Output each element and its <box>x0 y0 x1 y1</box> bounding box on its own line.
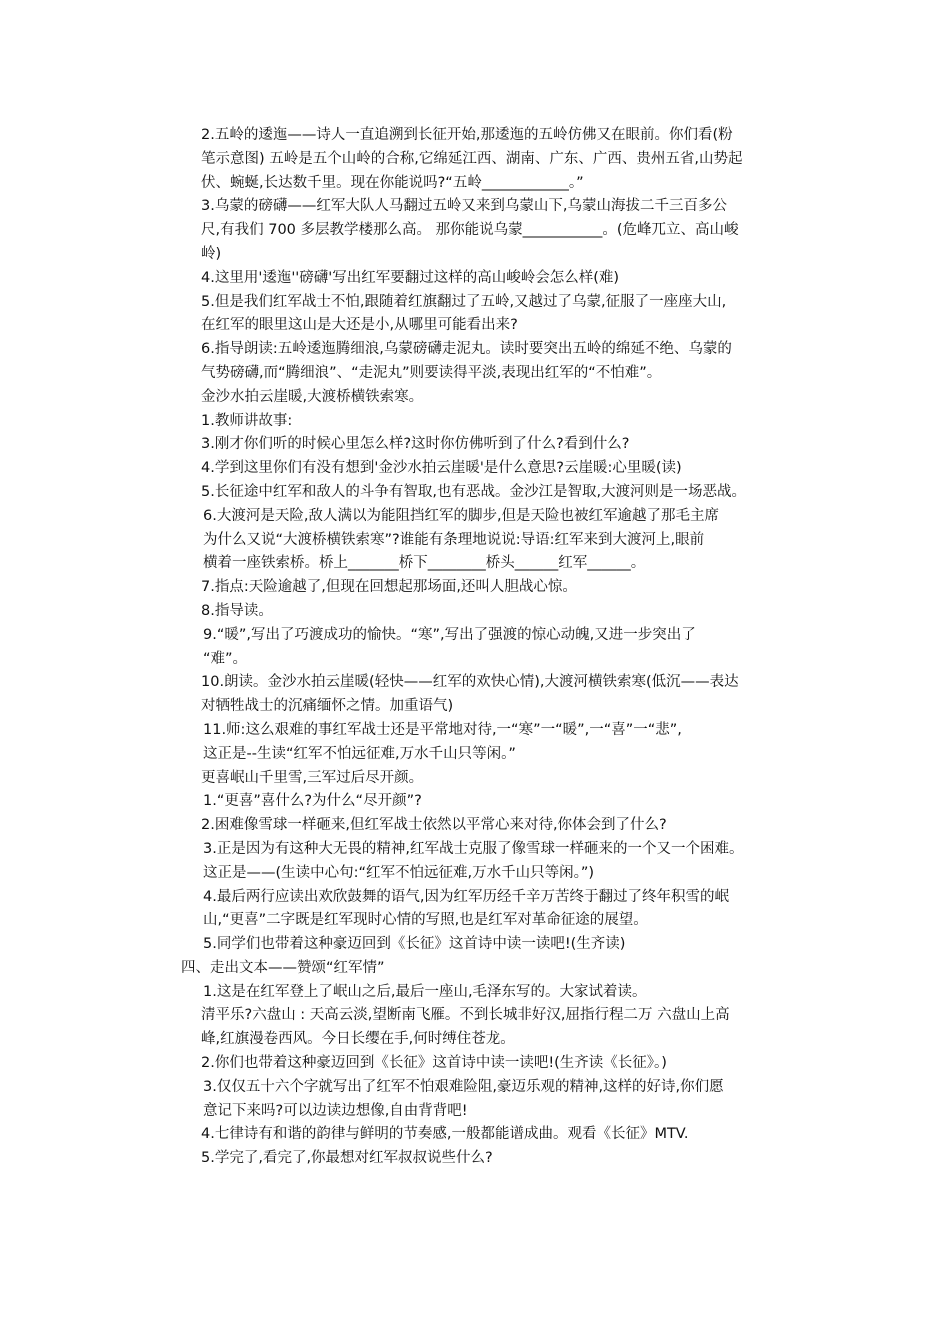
text-line: 山,“更喜”二字既是红军现时心情的写照,也是红军对革命征途的展望。 <box>203 912 648 929</box>
paragraph <box>201 267 803 291</box>
paragraph <box>203 719 803 767</box>
paragraph <box>201 386 803 410</box>
text-line: 气势磅礴,而“腾细浪”、“走泥丸”则要读得平淡,表现出红军的“不怕难”。 <box>201 364 662 381</box>
text-line: 5.长征途中红军和敌人的斗争有智取,也有恶战。金沙江是智取,大渡河则是一场恶战。 <box>201 483 747 500</box>
paragraph <box>201 600 803 624</box>
text-line: 3.正是因为有这种大无畏的精神,红军战士克服了像雪球一样砸来的一个又一个困难。 <box>203 840 744 857</box>
paragraph <box>203 981 803 1005</box>
paragraph <box>201 124 803 195</box>
paragraph <box>203 505 803 576</box>
text-line: 7.指点:天险逾越了,但现在回想起那场面,还叫人胆战心惊。 <box>201 579 577 596</box>
paragraph <box>201 457 803 481</box>
paragraph <box>201 433 803 457</box>
text-line: 5.学完了,看完了,你最想对红军叔叔说些什么? <box>201 1150 493 1167</box>
text-line: 岭) <box>201 245 222 262</box>
text-line: 对牺牲战士的沉痛缅怀之情。加重语气) <box>201 698 454 715</box>
text-line: 8.指导读。 <box>201 602 273 619</box>
paragraph <box>203 838 803 886</box>
text-line: 5.但是我们红军战士不怕,跟随着红旗翻过了五岭,又越过了乌蒙,征服了一座座大山, <box>201 293 727 310</box>
text-line: 6.指导朗读:五岭逶迤腾细浪,乌蒙磅礴走泥丸。读时要突出五岭的绵延不绝、乌蒙的 <box>201 341 732 358</box>
paragraph <box>201 195 803 266</box>
text-line: 5.同学们也带着这种豪迈回到《长征》这首诗中读一读吧!(生齐读) <box>203 936 626 953</box>
paragraph <box>203 624 803 672</box>
paragraph <box>201 1147 803 1171</box>
text-line: 金沙水拍云崖暖,大渡桥横铁索寒。 <box>201 388 424 405</box>
text-line: 为什么又说“大渡桥横铁索寒”?谁能有条理地说说:导语:红军来到大渡河上,眼前 <box>203 531 705 548</box>
text-line: 峰,红旗漫卷西风。今日长缨在手,何时缚住苍龙。 <box>201 1031 515 1048</box>
paragraph <box>203 790 803 814</box>
text-line: 清平乐?六盘山 : 天高云淡,望断南飞雁。不到长城非好汉,屈指行程二万 六盘山上高 <box>201 1007 730 1024</box>
paragraph <box>201 291 803 339</box>
text-line: 2.困难像雪球一样砸来,但红军战士依然以平常心来对待,你体会到了什么? <box>201 817 667 834</box>
text-line: 6.大渡河是天险,敌人满以为能阻挡红军的脚步,但是天险也被红军逾越了那毛主席 <box>203 507 720 524</box>
text-line: “难”。 <box>203 650 248 667</box>
text-line: 1.教师讲故事: <box>201 412 293 429</box>
paragraph <box>201 1004 803 1052</box>
text-line: 4.这里用'逶迤''磅礴'写出红军要翻过这样的高山峻岭会怎么样(难) <box>201 269 620 286</box>
paragraph <box>201 814 803 838</box>
text-line: 3.乌蒙的磅礴——红军大队人马翻过五岭又来到乌蒙山下,乌蒙山海拔二千三百多公 <box>201 198 727 215</box>
text-line: 1.这是在红军登上了岷山之后,最后一座山,毛泽东写的。大家试着读。 <box>203 983 647 1000</box>
paragraph <box>181 957 803 981</box>
paragraph <box>201 481 803 505</box>
paragraph <box>203 886 803 934</box>
text-line: 3.仅仅五十六个字就写出了红军不怕艰难险阻,豪迈乐观的精神,这样的好诗,你们愿 <box>203 1078 724 1095</box>
text-line: 四、走出文本——赞颂“红军情” <box>181 959 385 976</box>
text-line: 4.学到这里你们有没有想到'金沙水拍云崖暖'是什么意思?云崖暖:心里暖(读) <box>201 460 682 477</box>
text-line: 2.你们也带着这种豪迈回到《长征》这首诗中读一读吧!(生齐读《长征》。) <box>201 1055 667 1072</box>
text-line: 更喜岷山千里雪,三军过后尽开颜。 <box>201 769 424 786</box>
paragraph <box>201 338 803 386</box>
text-line: 这正是--生读“红军不怕远征难,万水千山只等闲。” <box>203 745 516 762</box>
text-line: 11.师:这么艰难的事红军战士还是平常地对待,一“寒”一“暖”,一“喜”一“悲”, <box>203 721 682 738</box>
text-line: 横着一座铁索桥。桥上_______桥下________桥头______红军______。 <box>203 555 646 572</box>
text-line: 伏、蜿蜒,长达数千里。现在你能说吗?“五岭____________。” <box>201 174 584 191</box>
text-line: 尺,有我们 700 多层教学楼那么高。 那你能说乌蒙___________。(危峰兀立、高山峻 <box>201 222 739 239</box>
text-line: 这正是——(生读中心句:“红军不怕远征难,万水千山只等闲。”) <box>203 864 595 881</box>
text-line: 1.“更喜”喜什么?为什么“尽开颜”? <box>203 793 422 810</box>
paragraph <box>201 1123 803 1147</box>
document-body <box>0 124 950 1171</box>
paragraph <box>201 1052 803 1076</box>
text-line: 笔示意图) 五岭是五个山岭的合称,它绵延江西、湖南、广东、广西、贵州五省,山势起 <box>201 150 743 167</box>
text-line: 意记下来吗?可以边读边想像,自由背背吧! <box>203 1102 468 1119</box>
paragraph <box>201 576 803 600</box>
paragraph <box>203 1076 803 1124</box>
paragraph <box>201 767 803 791</box>
text-line: 4.七律诗有和谐的韵律与鲜明的节奏感,一般都能谱成曲。观看《长征》MTV. <box>201 1126 689 1143</box>
paragraph <box>201 410 803 434</box>
text-line: 4.最后两行应读出欢欣鼓舞的语气,因为红军历经千辛万苦终于翻过了终年积雪的岷 <box>203 888 729 905</box>
text-line: 2.五岭的逶迤——诗人一直追溯到长征开始,那逶迤的五岭仿佛又在眼前。你们看(粉 <box>201 127 733 143</box>
text-line: 10.朗读。金沙水拍云崖暖(轻快——红军的欢快心情),大渡河横铁索寒(低沉——表达 <box>201 674 739 691</box>
paragraph <box>203 933 803 957</box>
text-line: 3.刚才你们听的时候心里怎么样?这时你仿佛听到了什么?看到什么? <box>201 436 630 453</box>
text-line: 在红军的眼里这山是大还是小,从哪里可能看出来? <box>201 317 518 334</box>
text-line: 9.“暖”,写出了巧渡成功的愉快。“寒”,写出了强渡的惊心动魄,又进一步突出了 <box>203 626 696 643</box>
paragraph <box>201 671 803 719</box>
